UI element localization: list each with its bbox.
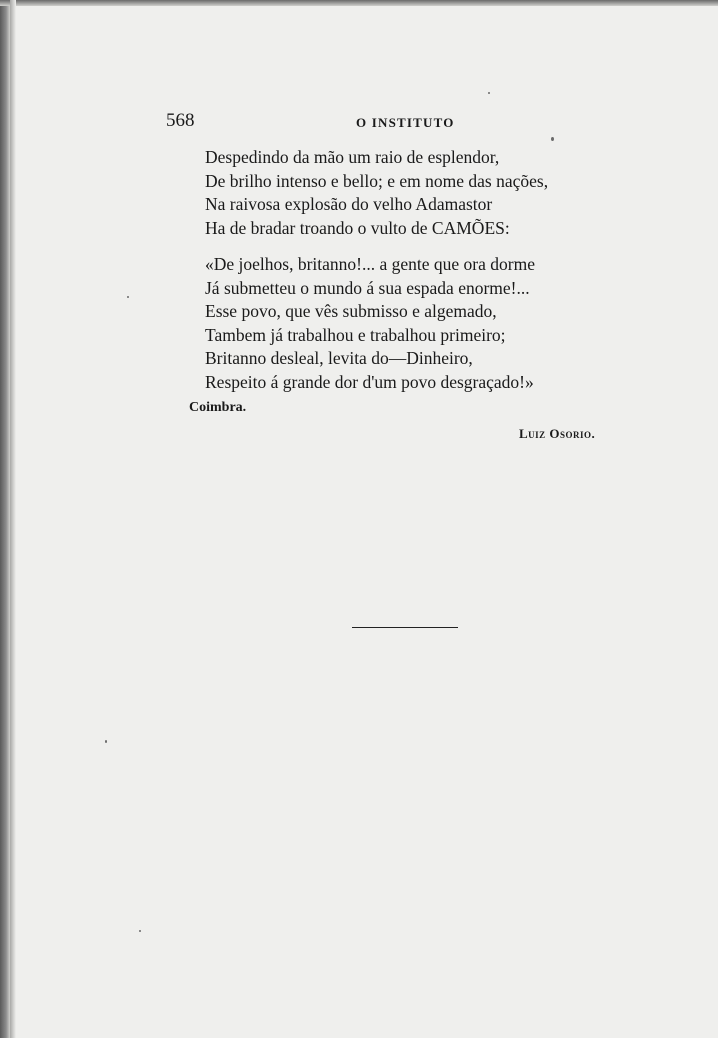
verse-line: Já submetteu o mundo á sua espada enorme!... — [205, 277, 530, 298]
verse-line: «De joelhos, britanno!... a gente que ora dorme — [205, 254, 535, 274]
section-rule — [352, 627, 458, 628]
verse-line: Britanno desleal, levita do—Dinheiro, — [205, 348, 473, 368]
page-number: 568 — [166, 110, 195, 131]
verse-line: Respeito á grande dor d'um povo desgraçado!» — [205, 371, 534, 392]
spine-shadow — [10, 0, 16, 1038]
scan-edge-top — [0, 0, 718, 6]
verse-line: Na raivosa explosão do velho Adamastor — [205, 194, 493, 214]
verse-line: Ha de bradar troando o vulto de CAMÕES: — [205, 217, 510, 238]
stanza-2 — [205, 253, 625, 394]
scan-edge-left — [0, 0, 10, 1038]
place-dateline: Coimbra. — [189, 400, 247, 415]
scan-speck — [105, 740, 107, 743]
scan-speck — [139, 930, 141, 932]
verse-line: Tambem já trabalhou e trabalhou primeiro; — [205, 324, 506, 345]
page-header — [0, 110, 718, 134]
verse-line: De brilho intenso e bello; e em nome das nações, — [205, 170, 549, 191]
verse-line: Despedindo da mão um raio de esplendor, — [205, 147, 500, 167]
stanza-1 — [205, 146, 625, 240]
scan-speck — [488, 92, 490, 94]
running-head: O INSTITUTO — [356, 115, 455, 130]
scan-speck — [551, 137, 554, 141]
verse-line: Esse povo, que vês submisso e algemado, — [205, 301, 497, 321]
scan-speck — [127, 296, 129, 298]
author-signature: Luiz Osorio. — [519, 426, 596, 441]
poem — [205, 146, 625, 394]
